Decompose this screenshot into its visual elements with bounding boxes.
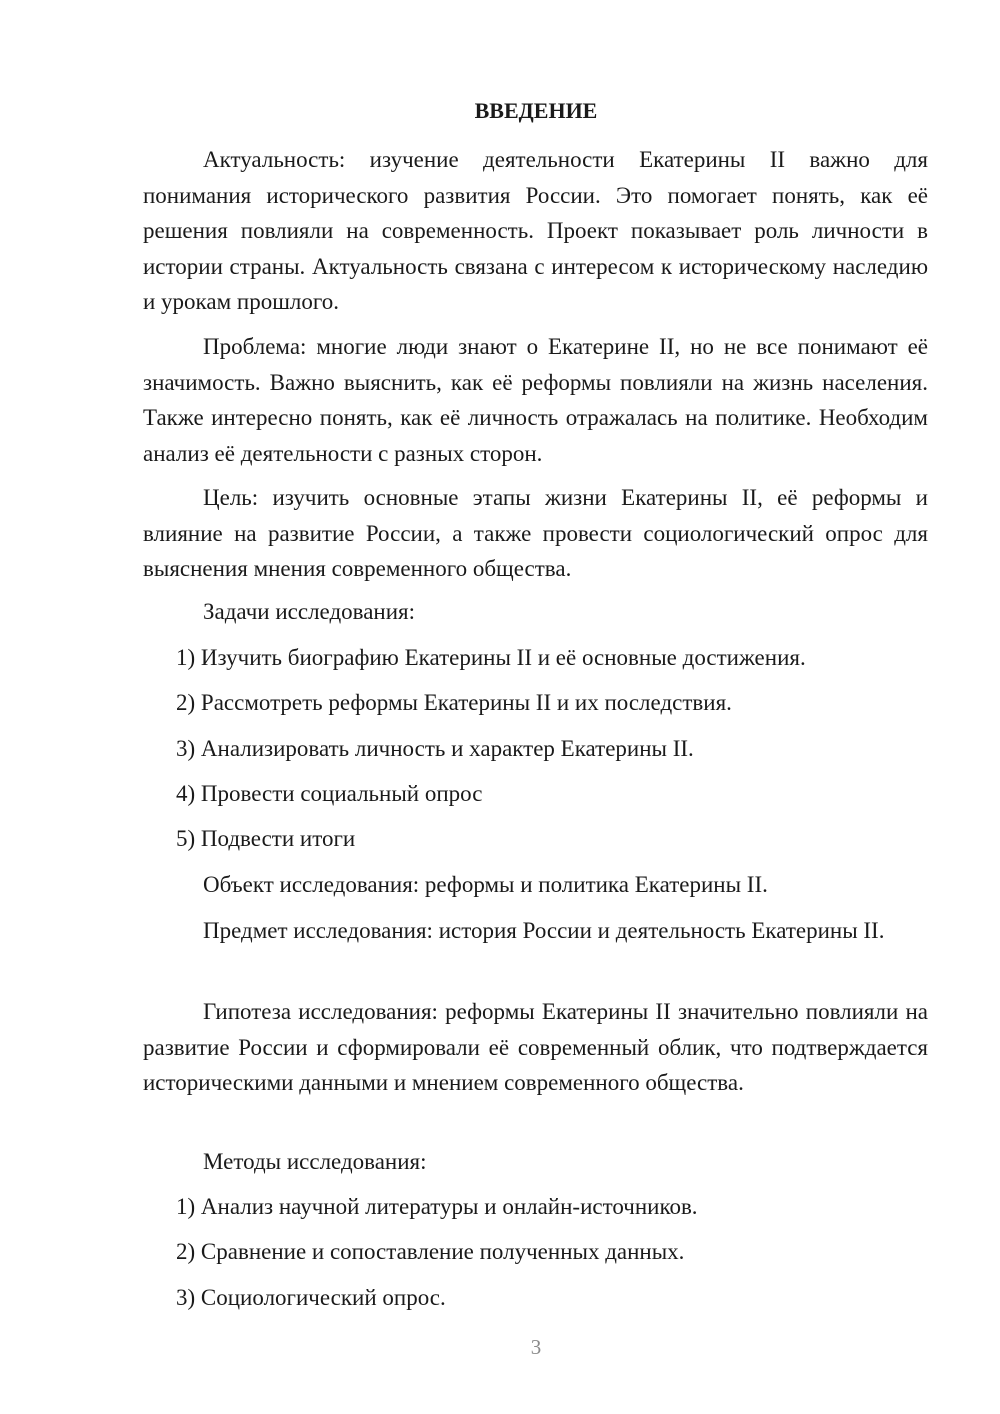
methods-heading: Методы исследования: bbox=[203, 1149, 427, 1174]
hypothesis-paragraph: Гипотеза исследования: реформы Екатерины II значительно повлияли на развитие России и сформировали её современный облик, что подтверждается историческими данными и мнением современного общества. bbox=[143, 999, 928, 1095]
method-item: 2) Сравнение и сопоставление полученных данных. bbox=[176, 1239, 685, 1264]
task-item: 5) Подвести итоги bbox=[176, 826, 356, 851]
method-item: 3) Социологический опрос. bbox=[176, 1285, 446, 1310]
goal-paragraph: Цель: изучить основные этапы жизни Екатерины II, её реформы и влияние на развитие России, а также провести социологический опрос для выяснения мнения современного общества. bbox=[143, 485, 928, 581]
task-item: 1) Изучить биографию Екатерины II и её основные достижения. bbox=[176, 645, 806, 670]
relevance-paragraph: Актуальность: изучение деятельности Екатерины II важно для понимания исторического развития России. Это помогает понять, как её решения повлияли на современность. Проект показывает роль личности в истории страны. Актуальность связана с интересом к историческому наследию и урокам прошлого. bbox=[143, 147, 928, 314]
task-item: 4) Провести социальный опрос bbox=[176, 781, 483, 806]
task-item: 2) Рассмотреть реформы Екатерины II и их последствия. bbox=[176, 690, 732, 715]
method-item: 1) Анализ научной литературы и онлайн-источников. bbox=[176, 1194, 698, 1219]
task-item: 3) Анализировать личность и характер Екатерины II. bbox=[176, 736, 694, 761]
page-number: 3 bbox=[530, 1335, 542, 1359]
page-title: ВВЕДЕНИЕ bbox=[474, 98, 598, 123]
tasks-heading: Задачи исследования: bbox=[203, 599, 416, 624]
problem-paragraph: Проблема: многие люди знают о Екатерине II, но не все понимают её значимость. Важно выяснить, как её реформы повлияли на жизнь населения. Также интересно понять, как её личность отражалась на политике. Необходим анализ её деятельности с разных сторон. bbox=[143, 334, 928, 466]
research-object: Объект исследования: реформы и политика Екатерины II. bbox=[203, 872, 768, 897]
research-subject: Предмет исследования: история России и деятельность Екатерины II. bbox=[203, 918, 885, 943]
